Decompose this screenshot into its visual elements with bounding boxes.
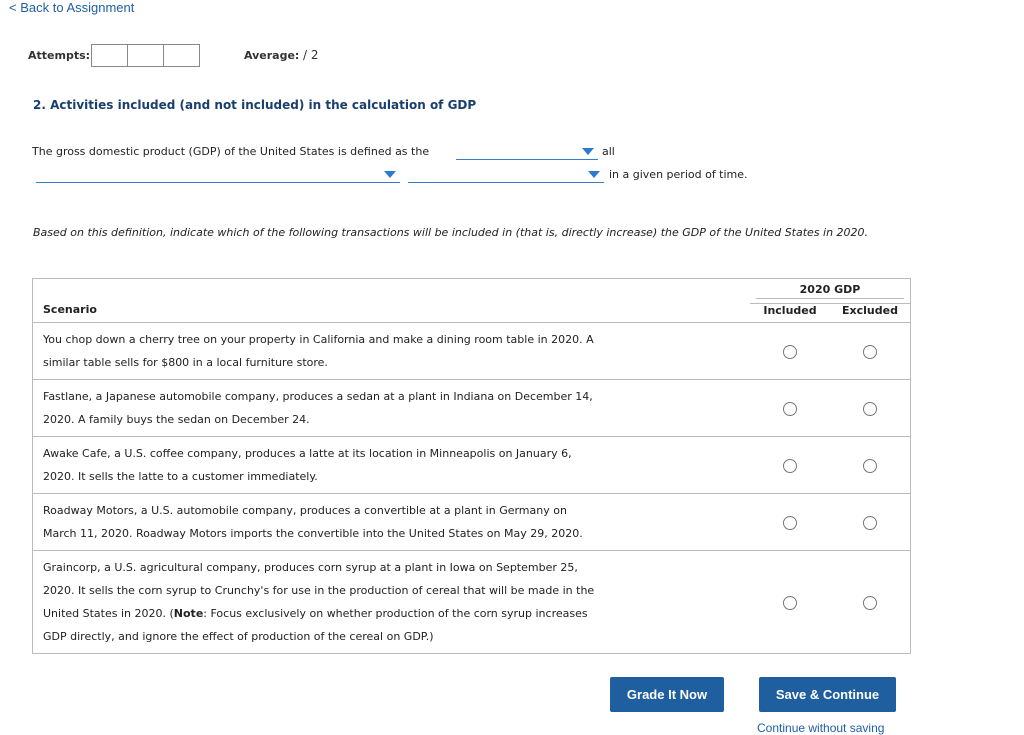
definition-dropdown-2[interactable] (36, 168, 400, 183)
included-cell (750, 380, 830, 437)
table-row (33, 437, 911, 494)
definition-suffix: in a given period of time. (609, 168, 748, 181)
table-row (33, 494, 911, 551)
scenario-header: Scenario (33, 279, 751, 323)
excluded-radio[interactable] (863, 402, 877, 416)
chevron-down-icon (582, 148, 594, 155)
included-radio[interactable] (783, 516, 797, 530)
excluded-cell (830, 437, 911, 494)
scenario-text: You chop down a cherry tree on your property in California and make a dining room table in 2020. A similar table sells for $800 in a local furniture store. (33, 323, 751, 380)
excluded-radio[interactable] (863, 596, 877, 610)
excluded-cell (830, 494, 911, 551)
excluded-cell (830, 551, 911, 654)
excluded-column-header: Excluded (830, 304, 911, 323)
scenario-table (32, 278, 911, 654)
scenario-text: Awake Cafe, a U.S. coffee company, produces a latte at its location in Minneapolis on January 6, 2020. It sells the latte to a customer immediately. (33, 437, 751, 494)
attempts-boxes (91, 44, 199, 67)
chevron-down-icon (384, 171, 396, 178)
excluded-radio[interactable] (863, 516, 877, 530)
back-to-assignment-link[interactable]: < Back to Assignment (9, 0, 135, 15)
included-cell (750, 323, 830, 380)
average-value: / 2 (303, 48, 319, 62)
scenario-text-part: : Focus exclusively on whether production of the corn syrup increases GDP directly, and ignore the effect of production of the cereal on GDP.) (43, 607, 588, 643)
included-column-header: Included (750, 304, 830, 323)
scenario-text: Roadway Motors, a U.S. automobile company, produces a convertible at a plant in Germany on March 11, 2020. Roadway Motors imports the convertible into the United States on May 29, 2020. (33, 494, 751, 551)
excluded-cell (830, 380, 911, 437)
table-row (33, 551, 911, 654)
attempts-label: Attempts: (28, 49, 91, 62)
included-cell (750, 551, 830, 654)
definition-prefix: The gross domestic product (GDP) of the United States is defined as the (32, 145, 430, 158)
table-row (33, 323, 911, 380)
included-radio[interactable] (783, 345, 797, 359)
attempt-box (91, 44, 128, 67)
scenario-text-part: Graincorp, a U.S. agricultural company, produces corn syrup at a plant in Iowa on September 25, 2020. It sells the corn syrup to Crunchy's for use in the production of cereal that will be made in the United States in 2020. ( (43, 561, 595, 620)
continue-without-saving-link[interactable]: Continue without saving (757, 721, 885, 735)
grade-it-now-button[interactable]: Grade It Now (610, 677, 724, 712)
gdp-group-header (750, 279, 911, 304)
gdp-group-label: 2020 GDP (756, 283, 904, 299)
definition-dropdown-3[interactable] (408, 168, 604, 183)
save-continue-button[interactable]: Save & Continue (759, 677, 896, 712)
note-label: Note (173, 607, 204, 620)
excluded-cell (830, 323, 911, 380)
included-cell (750, 494, 830, 551)
included-radio[interactable] (783, 459, 797, 473)
chevron-down-icon (588, 171, 600, 178)
definition-dropdown-1[interactable] (456, 145, 598, 160)
attempt-box (127, 44, 164, 67)
included-cell (750, 437, 830, 494)
included-radio[interactable] (783, 596, 797, 610)
definition-mid: all (602, 145, 615, 158)
scenario-text (33, 551, 751, 654)
question-title: 2. Activities included (and not included) in the calculation of GDP (33, 98, 477, 112)
average-label: Average: (244, 49, 300, 62)
attempt-box (163, 44, 200, 67)
table-row (33, 380, 911, 437)
excluded-radio[interactable] (863, 345, 877, 359)
scenario-text: Fastlane, a Japanese automobile company, produces a sedan at a plant in Indiana on December 14, 2020. A family buys the sedan on December 24. (33, 380, 751, 437)
instruction-text: Based on this definition, indicate which of the following transactions will be included in (that is, directly increase) the GDP of the United States in 2020. (33, 226, 869, 239)
excluded-radio[interactable] (863, 459, 877, 473)
included-radio[interactable] (783, 402, 797, 416)
